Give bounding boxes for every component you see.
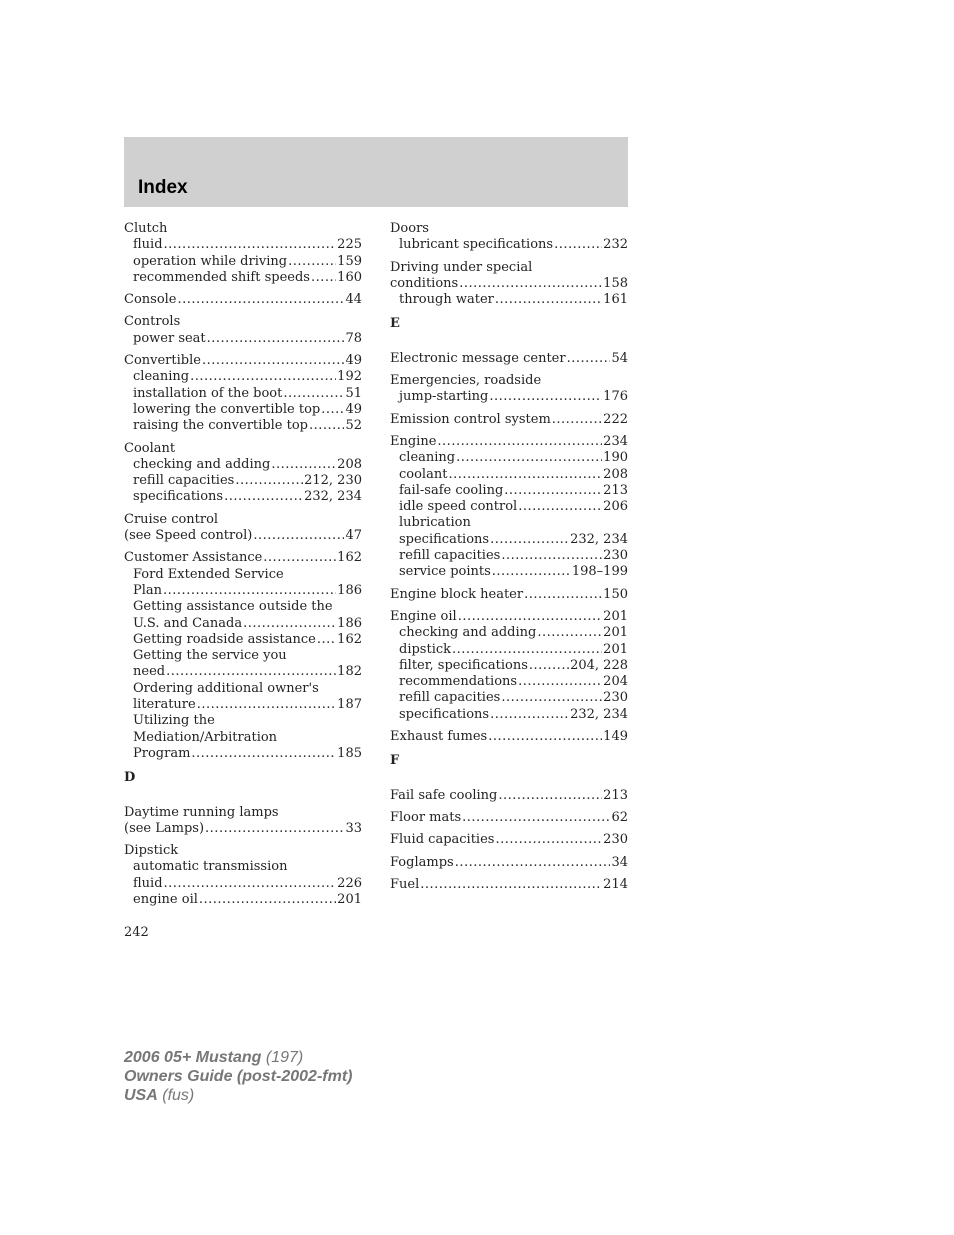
index-subentry: power seat ..... 78 xyxy=(124,331,362,347)
page-ref: 158 xyxy=(603,275,628,291)
page-ref: 160 xyxy=(337,269,362,285)
page-ref: 230 xyxy=(603,690,628,706)
index-entry-controls: Controls power seat ..... 78 xyxy=(124,314,362,347)
index-subentry: specifications ..... 232, 234 xyxy=(390,532,628,548)
page-ref: 33 xyxy=(345,820,362,836)
page-ref: 190 xyxy=(603,450,628,466)
index-column-left xyxy=(124,221,362,914)
index-subentry: installation of the boot ..... 51 xyxy=(124,386,362,402)
page-ref: 44 xyxy=(345,292,362,308)
section-letter-e: E xyxy=(390,316,400,332)
index-subentry: fail-safe cooling ..... 213 xyxy=(390,483,628,499)
page-ref: 225 xyxy=(337,237,362,253)
page-ref: 204 xyxy=(603,674,628,690)
page-ref: 176 xyxy=(603,389,628,405)
page-ref: 54 xyxy=(611,350,628,366)
index-entry-fail-safe-cooling: Fail safe cooling ..... 213 xyxy=(390,788,628,804)
index-subentry: refill capacities ..... 212, 230 xyxy=(124,473,362,489)
page-ref: 182 xyxy=(337,664,362,680)
index-subentry: fluid ..... 225 xyxy=(124,237,362,253)
index-subentry: dipstick ..... 201 xyxy=(390,642,628,658)
index-entry-foglamps: Foglamps ..... 34 xyxy=(390,855,628,871)
page-ref: 226 xyxy=(337,875,362,891)
index-subentry: specifications ..... 232, 234 xyxy=(124,489,362,505)
section-letter-f: F xyxy=(390,753,400,769)
page-ref: 34 xyxy=(611,854,628,870)
index-subentry: lubricant specifications ..... 232 xyxy=(390,237,628,253)
page-ref: 232, 234 xyxy=(570,531,628,547)
index-entry-emission-control: Emission control system ..... 222 xyxy=(390,412,628,428)
page-ref: 230 xyxy=(603,832,628,848)
index-subentry: Program ..... 185 xyxy=(124,746,362,762)
index-subentry: coolant ..... 208 xyxy=(390,467,628,483)
index-subentry: idle speed control ..... 206 xyxy=(390,499,628,515)
index-entry-cruise-control: Cruise control (see Speed control) ..... 47 xyxy=(124,512,362,545)
page-ref: 52 xyxy=(345,418,362,434)
page-ref: 212, 230 xyxy=(304,473,362,489)
index-subentry: need ..... 182 xyxy=(124,664,362,680)
page-ref: 232 xyxy=(603,237,628,253)
index-subentry: jump-starting ..... 176 xyxy=(390,389,628,405)
index-subentry: recommendations ..... 204 xyxy=(390,674,628,690)
page-ref: 185 xyxy=(337,745,362,761)
index-subentry: U.S. and Canada ..... 186 xyxy=(124,616,362,632)
index-entry-electronic-message-center: Electronic message center ..... 54 xyxy=(390,351,628,367)
page-ref: 201 xyxy=(603,641,628,657)
index-subentry: service points ..... 198–199 xyxy=(390,564,628,580)
index-subentry: literature ..... 187 xyxy=(124,697,362,713)
page-ref: 49 xyxy=(345,401,362,417)
index-subentry: checking and adding ..... 201 xyxy=(390,625,628,641)
page-ref: 162 xyxy=(337,550,362,566)
index-subentry: raising the convertible top ..... 52 xyxy=(124,418,362,434)
page-ref: 222 xyxy=(603,411,628,427)
index-entry-clutch xyxy=(124,221,362,286)
page-ref: 232, 234 xyxy=(304,489,362,505)
index-subentry: lowering the convertible top ..... 49 xyxy=(124,402,362,418)
index-column-right xyxy=(390,221,628,899)
page-ref: 201 xyxy=(603,625,628,641)
page-ref: 213 xyxy=(603,482,628,498)
index-subentry: cleaning ..... 190 xyxy=(390,450,628,466)
page-ref: 49 xyxy=(345,353,362,369)
index-entry-fuel: Fuel ..... 214 xyxy=(390,877,628,893)
page-ref: 149 xyxy=(603,729,628,745)
page-ref: 201 xyxy=(337,891,362,907)
index-subentry: recommended shift speeds ..... 160 xyxy=(124,270,362,286)
page-ref: 208 xyxy=(603,466,628,482)
index-entry-dipstick: Dipstick automatic transmission fluid ..... 226 engine oil ..... 201 xyxy=(124,843,362,908)
index-subentry: Plan ..... 186 xyxy=(124,583,362,599)
index-entry-doors: Doors lubricant specifications ..... 232 xyxy=(390,221,628,254)
index-header-band xyxy=(124,137,628,207)
index-subentry: Getting roadside assistance ..... 162 xyxy=(124,632,362,648)
page-ref: 162 xyxy=(337,631,362,647)
page-ref: 78 xyxy=(345,330,362,346)
page-ref: 51 xyxy=(345,385,362,401)
page-ref: 161 xyxy=(603,292,628,308)
page-number: 242 xyxy=(124,925,149,940)
page-ref: 204, 228 xyxy=(570,657,628,673)
index-entry-exhaust-fumes: Exhaust fumes ..... 149 xyxy=(390,729,628,745)
index-entry-engine-oil: Engine oil ..... 201 checking and adding ..... 201 dipstick ..... 201 filter, specifications ..... 204, 228 recommendations ..... 204 refill capacities ..... 230 specifications ..... 232, 234 xyxy=(390,609,628,723)
page-ref: 187 xyxy=(337,697,362,713)
page-ref: 208 xyxy=(337,456,362,472)
page-ref: 62 xyxy=(611,809,628,825)
page-ref: 232, 234 xyxy=(570,706,628,722)
page-ref: 150 xyxy=(603,586,628,602)
index-subentry: through water ..... 161 xyxy=(390,292,628,308)
section-letter-d: D xyxy=(124,770,136,786)
index-subentry: refill capacities ..... 230 xyxy=(390,548,628,564)
page-ref: 214 xyxy=(603,876,628,892)
page-ref: 234 xyxy=(603,433,628,449)
index-entry-driving: Driving under special conditions ..... 158 through water ..... 161 xyxy=(390,260,628,309)
page-ref: 213 xyxy=(603,787,628,803)
page-title: Index xyxy=(138,177,188,198)
index-entry-daytime-running-lamps: Daytime running lamps (see Lamps) ..... 33 xyxy=(124,805,362,838)
index-entry-convertible: Convertible ..... 49 cleaning ..... 192 installation of the boot ..... 51 lowering the convertible top ..... 49 raising the convertible top ..... 52 xyxy=(124,353,362,434)
page-ref: 201 xyxy=(603,608,628,624)
index-entry-floor-mats: Floor mats ..... 62 xyxy=(390,810,628,826)
index-entry-engine-block-heater: Engine block heater ..... 150 xyxy=(390,587,628,603)
page-ref: 159 xyxy=(337,253,362,269)
page-ref: 230 xyxy=(603,548,628,564)
page-ref: 186 xyxy=(337,615,362,631)
page-ref: 206 xyxy=(603,499,628,515)
page-ref: 47 xyxy=(345,528,362,544)
entry-title: Clutch xyxy=(124,221,168,236)
index-subentry: filter, specifications ..... 204, 228 xyxy=(390,658,628,674)
index-subentry: fluid ..... 226 xyxy=(124,876,362,892)
index-subentry: refill capacities ..... 230 xyxy=(390,690,628,706)
index-entry-fluid-capacities: Fluid capacities ..... 230 xyxy=(390,832,628,848)
index-entry-coolant: Coolant checking and adding ..... 208 refill capacities ..... 212, 230 specifications ..... 232, 234 xyxy=(124,441,362,506)
index-entry-customer-assistance: Customer Assistance ..... 162 Ford Extended Service Plan ..... 186 Getting assistance outside the U.S. and Canada ..... 186 Getting roadside assistance ..... 162 Getting the service you need ..... 182 Ordering additional owner's literature ..... 187 Utilizing the Mediation/Arbitration Program ..... 185 xyxy=(124,550,362,762)
document-footer: 2006 05+ Mustang (197) Owners Guide (post-2002-fmt) USA (fus) xyxy=(124,1049,353,1104)
page-ref: 186 xyxy=(337,582,362,598)
index-entry-emergencies: Emergencies, roadside jump-starting ..... 176 xyxy=(390,373,628,406)
page-ref: 198–199 xyxy=(571,564,628,580)
index-entry-engine: Engine ..... 234 cleaning ..... 190 coolant ..... 208 fail-safe cooling ..... 213 idle speed control ..... 206 lubrication specifications ..... 232, 234 refill capacities ..... 230 service points ..... 198–199 xyxy=(390,434,628,581)
index-subentry: specifications ..... 232, 234 xyxy=(390,707,628,723)
index-subentry: engine oil ..... 201 xyxy=(124,892,362,908)
page-ref: 192 xyxy=(337,369,362,385)
index-subentry: checking and adding ..... 208 xyxy=(124,457,362,473)
index-entry-console: Console ..... 44 xyxy=(124,292,362,308)
index-subentry: operation while driving ..... 159 xyxy=(124,254,362,270)
index-subentry: cleaning ..... 192 xyxy=(124,369,362,385)
